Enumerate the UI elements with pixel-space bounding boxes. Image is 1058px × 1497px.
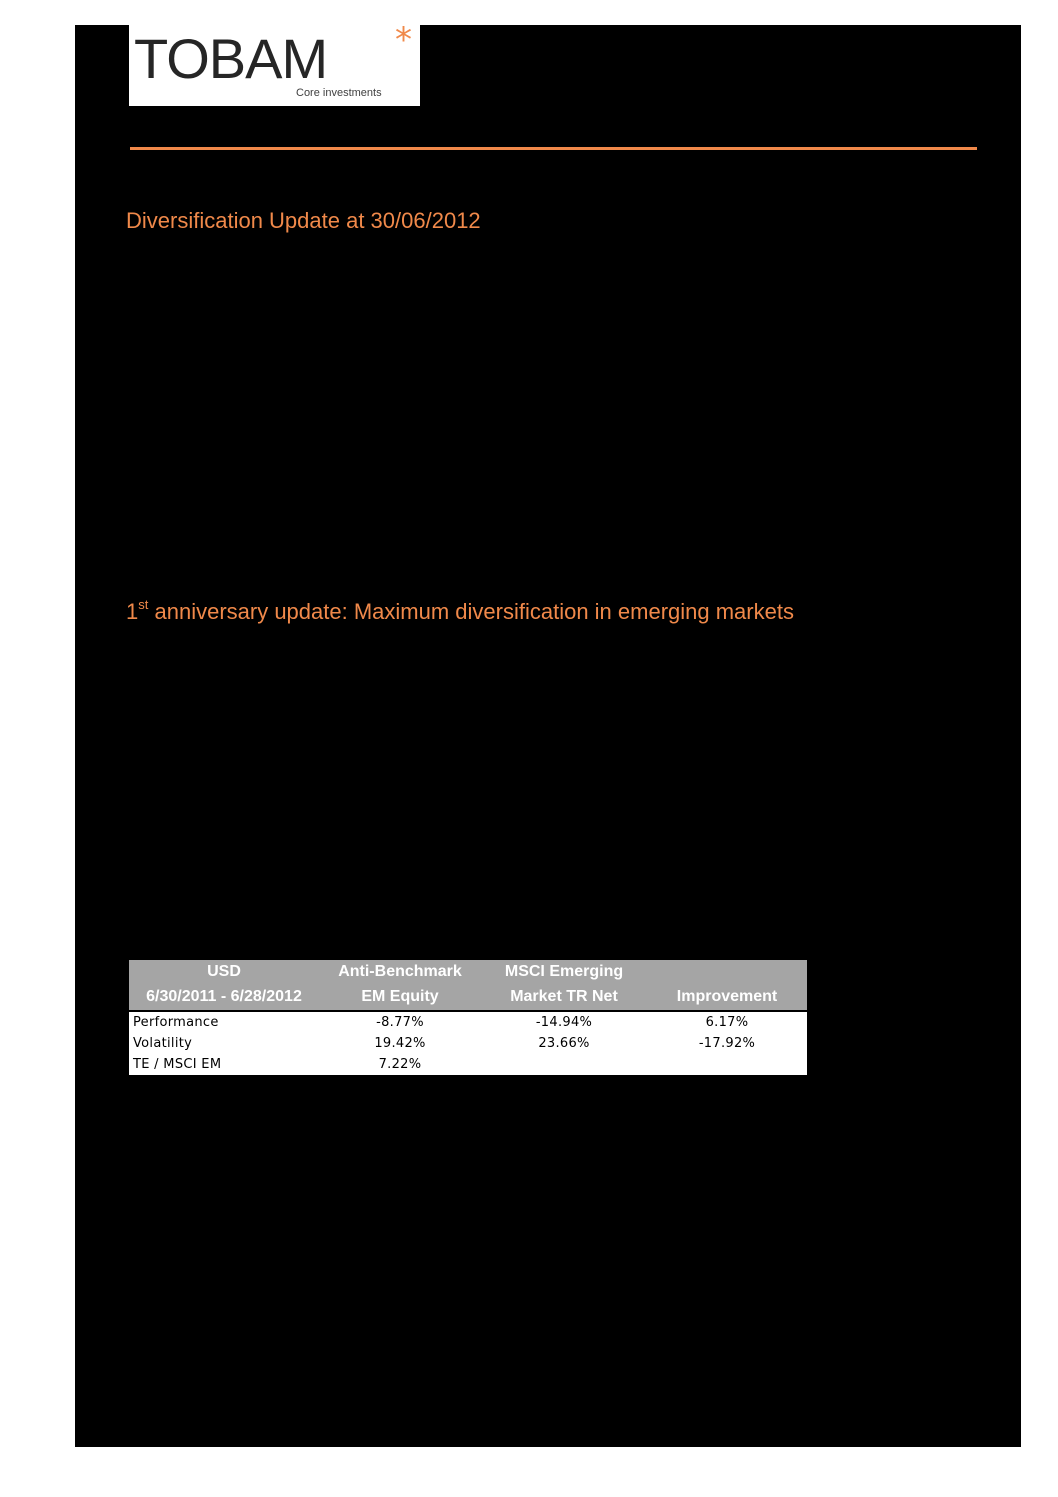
table-header [129, 960, 807, 1012]
update-title: Diversification Update at 30/06/2012 [126, 208, 481, 233]
msci-value: -14.94% [535, 1015, 593, 1030]
logo-wordmark: TOBAM [134, 27, 328, 90]
header-anti-benchmark-line2: EM Equity [361, 988, 439, 1005]
improvement-value: 6.17% [705, 1015, 749, 1030]
anti-benchmark-value: 7.22% [378, 1057, 422, 1072]
logo-tagline: Core investments [296, 87, 382, 99]
header-anti-benchmark-line1: Anti-Benchmark [338, 963, 462, 980]
row-label: Performance [133, 1015, 219, 1030]
header-msci-line2: Market TR Net [510, 988, 618, 1005]
table-row [129, 1033, 807, 1054]
anti-benchmark-value: -8.77% [376, 1015, 424, 1030]
anti-benchmark-value: 19.42% [374, 1036, 426, 1051]
section-title [126, 596, 794, 625]
header-improvement [647, 960, 807, 1010]
document-page [75, 20, 1021, 1447]
header-msci [481, 960, 647, 1010]
header-period-line2: 6/30/2011 - 6/28/2012 [146, 988, 302, 1005]
header-anti-benchmark [319, 960, 481, 1010]
msci-value: 23.66% [538, 1036, 590, 1051]
table-row [129, 1054, 807, 1075]
header-improvement-line2: Improvement [676, 988, 778, 1005]
improvement-value: -17.92% [698, 1036, 756, 1051]
section-title-text: anniversary update: Maximum diversification in emerging markets [148, 599, 794, 624]
tobam-logo [129, 20, 420, 106]
performance-table [129, 960, 807, 1075]
header-msci-line1: MSCI Emerging [504, 963, 624, 980]
logo-star-icon: * [395, 20, 412, 60]
header-period [129, 960, 319, 1010]
header-divider [130, 147, 977, 150]
table-row [129, 1012, 807, 1033]
header-period-line1: USD [207, 963, 241, 980]
row-label: Volatility [133, 1036, 193, 1051]
row-label: TE / MSCI EM [133, 1057, 222, 1072]
section-ordinal-suffix: st [138, 596, 149, 612]
section-ordinal: 1 [126, 599, 139, 624]
